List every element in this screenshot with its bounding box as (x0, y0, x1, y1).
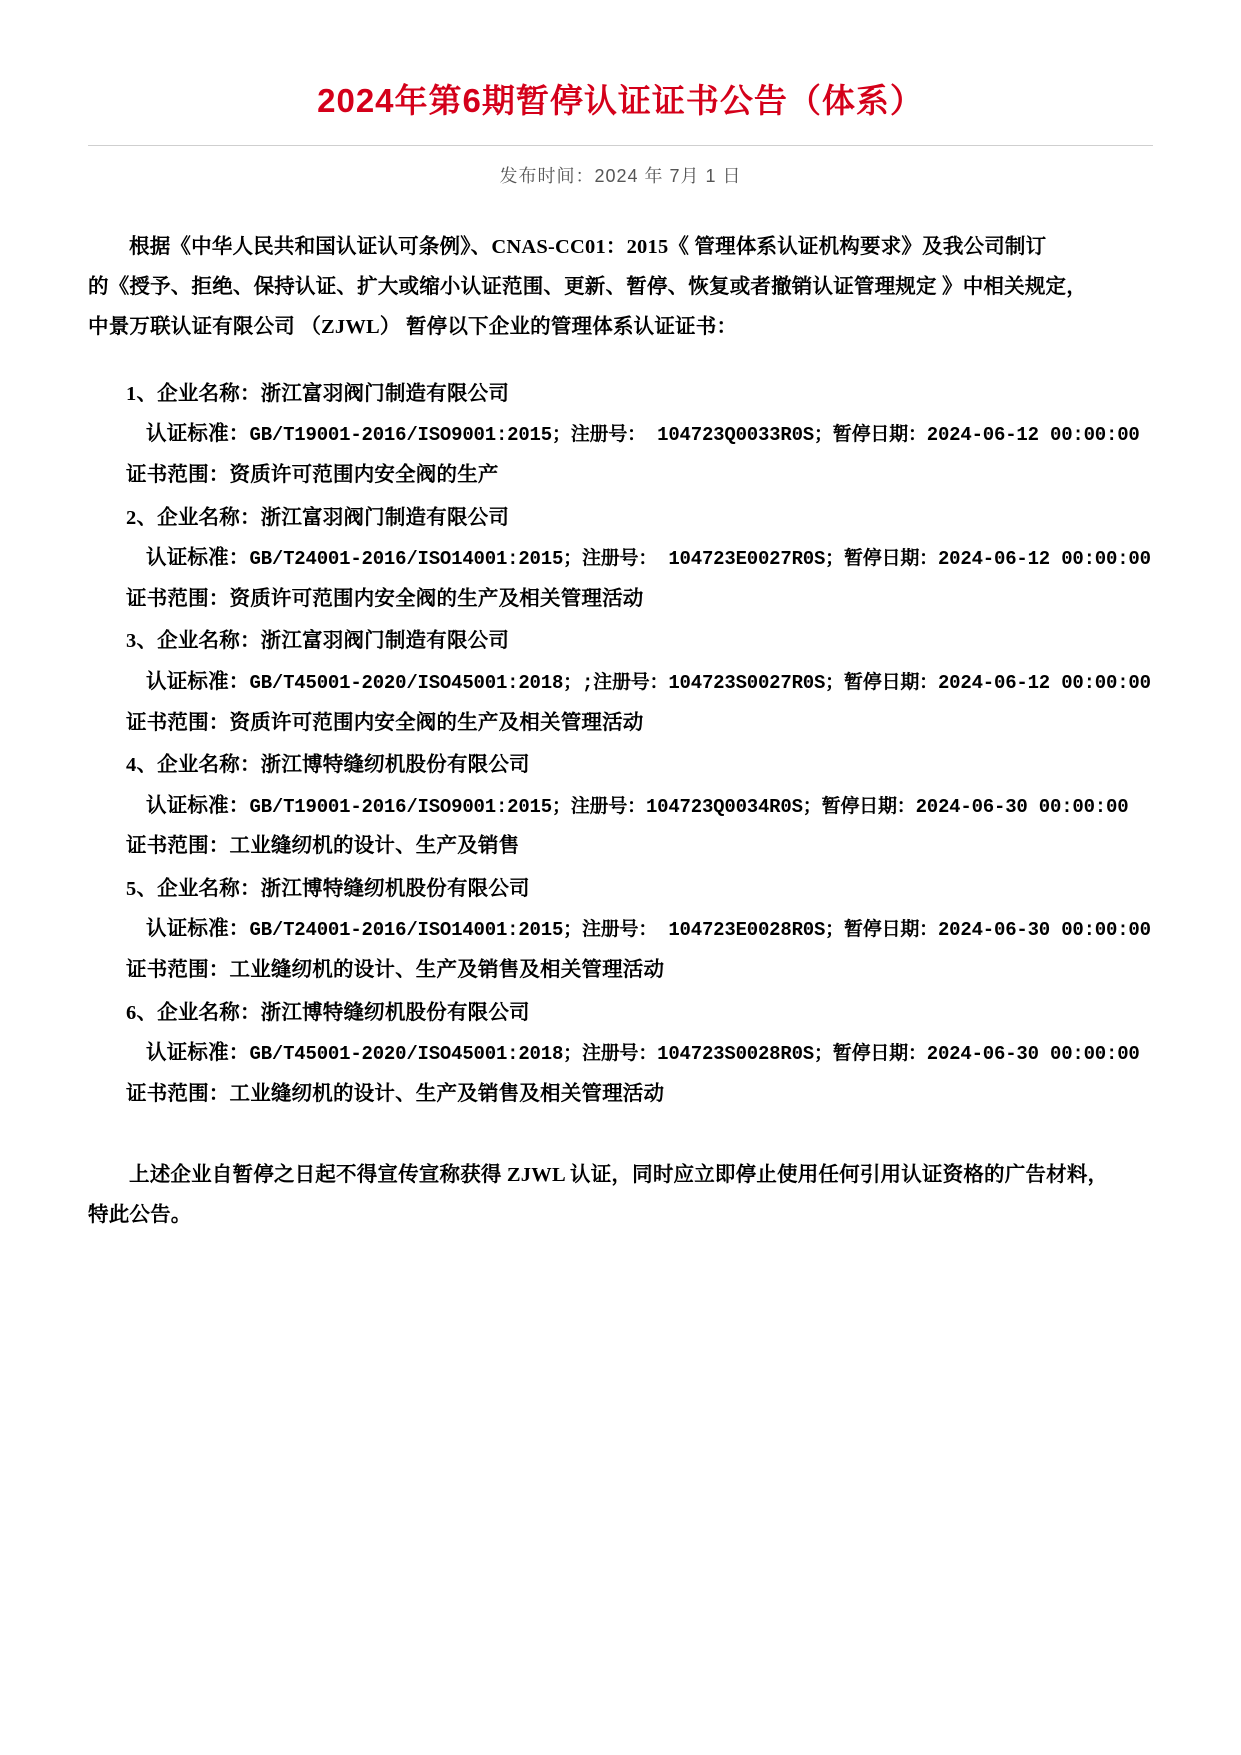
closing-paragraph (88, 1156, 1153, 1236)
entry-index: 2、 (126, 506, 158, 529)
publish-time-label: 发布时间： (499, 165, 595, 186)
entry-scope-line (88, 826, 1153, 867)
entry-company-line (88, 621, 1153, 662)
entry-standard-label: 认证标准： (146, 423, 250, 446)
entry-standard-label: 认证标准： (146, 794, 250, 817)
entry-company-value: 浙江博特缝纫机股份有限公司 (260, 754, 530, 777)
entry-scope-label: 证书范围： (126, 463, 230, 486)
entry-scope-value: 资质许可范围内安全阀的生产及相关管理活动 (229, 587, 644, 610)
entry-standard-line (88, 1033, 1153, 1074)
intro-line-3: 中景万联认证有限公司 （ZJWL） 暂停以下企业的管理体系认证证书： (88, 315, 738, 338)
entry-company-label: 企业名称： (157, 1001, 261, 1024)
entry-scope-value: 资质许可范围内安全阀的生产及相关管理活动 (229, 711, 644, 734)
entry-scope-label: 证书范围： (126, 711, 230, 734)
page-title: 2024年第6期暂停认证证书公告（体系） (317, 82, 924, 119)
list-item (88, 621, 1153, 743)
document-body (88, 228, 1153, 1236)
entry-standard-line (88, 662, 1153, 703)
entry-company-value: 浙江富羽阀门制造有限公司 (260, 382, 510, 405)
entry-standard-line (88, 909, 1153, 950)
entry-company-label: 企业名称： (157, 877, 261, 900)
entry-company-line (88, 498, 1153, 539)
entry-company-value: 浙江博特缝纫机股份有限公司 (260, 1001, 530, 1024)
entry-standard-value: GB/T45001-2020/ISO45001:2018；注册号：104723S0028R0S；暂停日期：2024-06-30 00:00:00 (249, 1043, 1140, 1066)
entry-index: 6、 (126, 1001, 158, 1024)
entry-index: 1、 (126, 382, 158, 405)
entry-scope-line (88, 950, 1153, 991)
entry-company-label: 企业名称： (157, 754, 261, 777)
entry-scope-label: 证书范围： (126, 1082, 230, 1105)
entry-scope-value: 资质许可范围内安全阀的生产 (229, 463, 499, 486)
entry-scope-line (88, 703, 1153, 744)
closing-line-1: 上述企业自暂停之日起不得宣传宣称获得 ZJWL 认证，同时应立即停止使用任何引用认证资格的广告材料， (129, 1164, 1109, 1187)
intro-line-2: 的《授予、拒绝、保持认证、扩大或缩小认证范围、更新、暂停、恢复或者撤销认证管理规定 》中相关规定， (88, 275, 1087, 298)
list-item (88, 498, 1153, 620)
entry-company-line (88, 374, 1153, 415)
entry-standard-label: 认证标准： (146, 670, 250, 693)
entry-scope-line (88, 455, 1153, 496)
entry-company-line (88, 869, 1153, 910)
entry-index: 3、 (126, 630, 158, 653)
entry-company-label: 企业名称： (157, 630, 261, 653)
entry-standard-label: 认证标准： (146, 918, 250, 941)
entry-company-value: 浙江富羽阀门制造有限公司 (260, 630, 510, 653)
entry-scope-label: 证书范围： (126, 835, 230, 858)
entry-company-value: 浙江富羽阀门制造有限公司 (260, 506, 510, 529)
entry-standard-label: 认证标准： (146, 1042, 250, 1065)
entry-scope-label: 证书范围： (126, 587, 230, 610)
list-item (88, 869, 1153, 991)
closing-line-2: 特此公告。 (88, 1204, 192, 1227)
list-item (88, 745, 1153, 867)
entry-index: 4、 (126, 754, 158, 777)
entry-standard-line (88, 538, 1153, 579)
title-divider (88, 145, 1153, 146)
entry-scope-line (88, 1074, 1153, 1115)
entry-list (88, 374, 1153, 1115)
entry-company-line (88, 745, 1153, 786)
list-item (88, 993, 1153, 1115)
entry-standard-line (88, 414, 1153, 455)
entry-index: 5、 (126, 877, 158, 900)
entry-scope-value: 工业缝纫机的设计、生产及销售 (229, 835, 520, 858)
entry-scope-line (88, 579, 1153, 620)
intro-line-1: 根据《中华人民共和国认证认可条例》、CNAS-CC01：2015《 管理体系认证机构要求》及我公司制订 (129, 235, 1047, 258)
entry-scope-label: 证书范围： (126, 959, 230, 982)
entry-company-label: 企业名称： (157, 506, 261, 529)
entry-company-line (88, 993, 1153, 1034)
entry-company-value: 浙江博特缝纫机股份有限公司 (260, 877, 530, 900)
publish-time-value: 2024 年 7月 1 日 (594, 165, 742, 186)
list-item (88, 374, 1153, 496)
entry-standard-value: GB/T45001-2020/ISO45001:2018；;注册号：104723S0027R0S；暂停日期：2024-06-12 00:00:00 (249, 671, 1151, 694)
entry-scope-value: 工业缝纫机的设计、生产及销售及相关管理活动 (229, 1082, 665, 1105)
entry-standard-value: GB/T19001-2016/ISO9001:2015；注册号：104723Q0034R0S；暂停日期：2024-06-30 00:00:00 (249, 795, 1129, 818)
publish-time (88, 162, 1153, 188)
entry-company-label: 企业名称： (157, 382, 261, 405)
entry-scope-value: 工业缝纫机的设计、生产及销售及相关管理活动 (229, 959, 665, 982)
entry-standard-value: GB/T19001-2016/ISO9001:2015；注册号： 104723Q0033R0S；暂停日期：2024-06-12 00:00:00 (249, 424, 1140, 447)
entry-standard-label: 认证标准： (146, 547, 250, 570)
entry-standard-line (88, 786, 1153, 827)
intro-paragraph (88, 228, 1153, 348)
entry-standard-value: GB/T24001-2016/ISO14001:2015；注册号： 104723E0028R0S；暂停日期：2024-06-30 00:00:00 (249, 919, 1151, 942)
entry-standard-value: GB/T24001-2016/ISO14001:2015；注册号： 104723E0027R0S；暂停日期：2024-06-12 00:00:00 (249, 548, 1151, 571)
